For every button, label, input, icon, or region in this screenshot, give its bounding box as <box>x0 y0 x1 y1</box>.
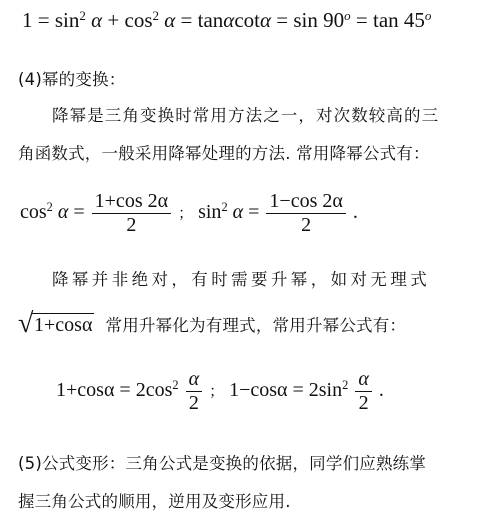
separator: ； <box>209 384 225 401</box>
equals-sign: = <box>180 8 193 32</box>
end-period: . <box>378 379 384 402</box>
sqrt-line <box>18 308 407 339</box>
raise-sin-lhs: 1−cosα = 2sin <box>229 379 343 402</box>
degree-mark: o <box>424 7 432 23</box>
equals-sign: = <box>37 8 50 32</box>
cos-square-fraction <box>92 190 171 237</box>
equals-sign: = <box>276 8 289 32</box>
separator: ； <box>178 206 194 223</box>
alpha-symbol: α <box>91 8 103 32</box>
end-period: . <box>352 201 358 224</box>
fraction-numerator: α <box>355 368 372 392</box>
cos-fn: cos <box>124 8 153 32</box>
alpha-symbol: α <box>223 8 235 32</box>
alpha-symbol: α <box>232 201 244 224</box>
square-exp: 2 <box>79 7 86 23</box>
radicand: 1+cosα <box>34 314 93 336</box>
alpha-half-fraction <box>355 368 372 415</box>
square-exp: 2 <box>172 378 179 393</box>
section4-heading: (4)幂的变换： <box>18 70 126 89</box>
fraction-denominator: 2 <box>301 214 312 236</box>
fraction-numerator: 1+cos 2α <box>92 190 171 214</box>
one-term: 1 <box>22 8 33 32</box>
square-exp: 2 <box>342 378 349 393</box>
raise-cos-lhs: 1+cosα = 2cos <box>56 379 173 402</box>
sqrt-line-text: 常用升幂化为有理式，常用升幂公式有： <box>105 316 407 335</box>
section5-line1: (5)公式变形：三角公式是变换的依据，同学们应熟练掌 <box>18 454 427 473</box>
alpha-symbol: α <box>57 201 69 224</box>
section4-para2-line1: 降幂并非绝对，有时需要升幂，如对无理式 <box>52 270 431 289</box>
radical-sign: √ <box>18 308 34 339</box>
fraction-numerator: α <box>186 368 203 392</box>
fortyfive-value: 45 <box>403 8 425 32</box>
fraction-denominator: 2 <box>188 392 199 414</box>
identity-formula <box>22 8 431 33</box>
alpha-symbol: α <box>259 8 272 32</box>
sqrt-expression <box>18 308 94 339</box>
section4-para1-line1: 降幂是三角变换时常用方法之一，对次数较高的三 <box>52 106 440 125</box>
sin-fn: sin <box>54 8 80 32</box>
alpha-half-fraction <box>186 368 203 415</box>
fraction-denominator: 2 <box>126 214 137 236</box>
sin-fn: sin <box>198 201 222 224</box>
equals-sign: = <box>355 8 368 32</box>
equals-sign: = <box>248 201 260 224</box>
tan-fn: tan <box>197 8 224 32</box>
sin-square-fraction <box>266 190 345 237</box>
raising-formulas <box>56 368 384 415</box>
section4-para1-line2: 角函数式，一般采用降幂处理的方法. 常用降幂公式有： <box>18 144 430 163</box>
section5-line2: 握三角公式的顺用，逆用及变形应用. <box>18 492 291 511</box>
sin-fn: sin <box>293 8 318 32</box>
square-exp: 2 <box>221 200 228 215</box>
plus-sign: + <box>107 8 120 32</box>
degree-mark: o <box>344 7 351 23</box>
cot-fn: cot <box>234 8 260 32</box>
square-exp: 2 <box>46 200 53 215</box>
fraction-denominator: 2 <box>358 392 369 414</box>
fraction-numerator: 1−cos 2α <box>266 190 345 214</box>
alpha-symbol: α <box>164 8 176 32</box>
square-exp: 2 <box>152 7 160 23</box>
cos-fn: cos <box>20 201 47 224</box>
equals-sign: = <box>73 201 85 224</box>
ninety-value: 90 <box>323 8 345 32</box>
lowering-formulas <box>20 190 358 237</box>
tan-fn: tan <box>372 8 399 32</box>
